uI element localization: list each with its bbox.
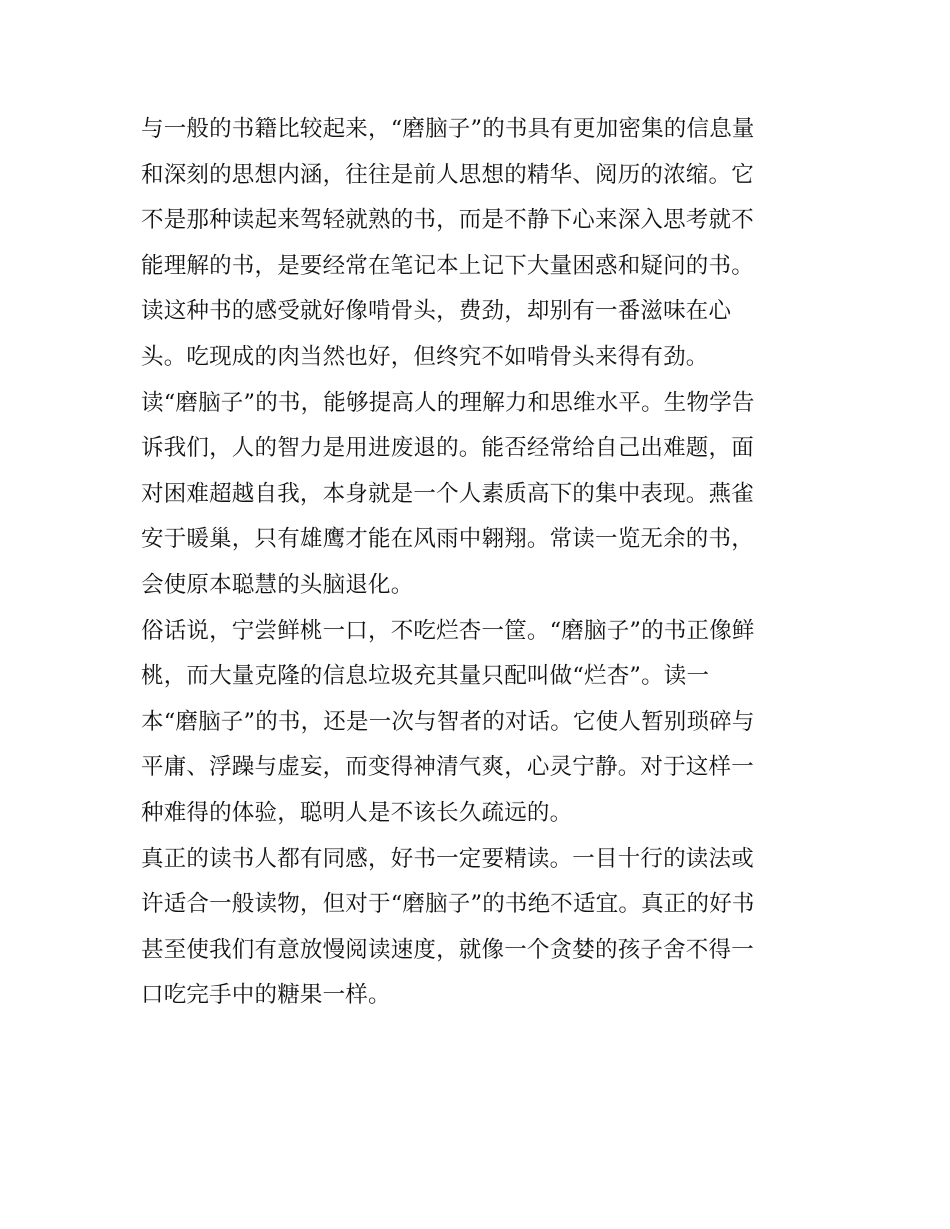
text-line: 和深刻的思想内涵，往往是前人思想的精华、阅历的浓缩。它 (141, 161, 754, 188)
text-line: 对困难超越自我，本身就是一个人素质高下的集中表现。燕雀 (141, 480, 754, 507)
text-line: 种难得的体验，聪明人是不该长久疏远的。 (141, 799, 573, 826)
text-line: 口吃完手中的糖果一样。 (141, 982, 391, 1009)
text-line: 与一般的书籍比较起来，“磨脑子”的书具有更加密集的信息量 (141, 116, 755, 142)
text-line: 读“磨脑子”的书，能够提高人的理解力和思维水平。生物学告 (141, 389, 755, 416)
text-line: 俗话说，宁尝鲜桃一口，不吃烂杏一筐。“磨脑子”的书正像鲜 (141, 617, 755, 644)
text-line: 读这种书的感受就好像啃骨头，费劲，却别有一番滋味在心 (141, 298, 732, 325)
text-line: 头。吃现成的肉当然也好，但终究不如啃骨头来得有劲。 (141, 343, 709, 370)
text-line: 真正的读书人都有同感，好书一定要精读。一目十行的读法或 (141, 845, 754, 872)
text-line: 能理解的书，是要经常在笔记本上记下大量困惑和疑问的书。 (141, 252, 754, 279)
text-line: 本“磨脑子”的书，还是一次与智者的对话。它使人暂别琐碎与 (141, 708, 755, 735)
text-line: 诉我们，人的智力是用进废退的。能否经常给自己出难题，面 (141, 435, 754, 462)
document-body (141, 107, 821, 1019)
text-line: 平庸、浮躁与虚妄，而变得神清气爽，心灵宁静。对于这样一 (141, 754, 754, 781)
text-line: 不是那种读起来驾轻就熟的书，而是不静下心来深入思考就不 (141, 207, 754, 234)
text-line: 安于暖巢，只有雄鹰才能在风雨中翱翔。常读一览无余的书， (141, 526, 754, 553)
text-line: 桃，而大量克隆的信息垃圾充其量只配叫做“烂杏”。读一 (141, 663, 710, 690)
text-line: 甚至使我们有意放慢阅读速度，就像一个贪婪的孩子舍不得一 (141, 936, 754, 963)
text-line: 会使原本聪慧的头脑退化。 (141, 571, 414, 598)
text-line: 许适合一般读物，但对于“磨脑子”的书绝不适宜。真正的好书 (141, 891, 755, 918)
